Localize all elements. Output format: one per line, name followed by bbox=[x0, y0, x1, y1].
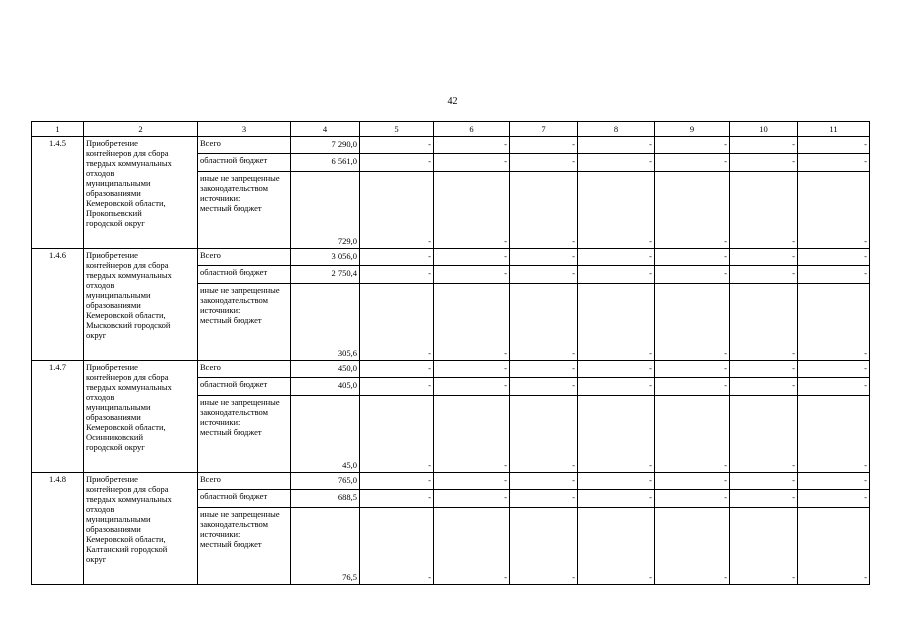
funding-source-label: местный бюджет bbox=[200, 315, 262, 325]
amount-year-cell: - bbox=[434, 508, 510, 585]
amount-year-cell: - bbox=[510, 137, 578, 154]
budget-table bbox=[31, 121, 870, 585]
amount-year-cell: - bbox=[434, 137, 510, 154]
funding-source-label: местный бюджет bbox=[200, 539, 262, 549]
header-row bbox=[32, 122, 870, 137]
amount-year-cell: - bbox=[655, 396, 730, 473]
amount-year-cell: - bbox=[798, 508, 870, 585]
amount-year-cell: - bbox=[578, 137, 655, 154]
amount-year-cell: - bbox=[510, 508, 578, 585]
column-header: 4 bbox=[291, 122, 360, 137]
amount-year-cell: - bbox=[730, 361, 798, 378]
item-name: Приобретение контейнеров для сбора твердых коммунальных отходов муниципальными образованиями Кемеровской области, Мысковский городской округ bbox=[84, 249, 198, 361]
amount-year-cell: - bbox=[360, 490, 434, 508]
amount-year-cell: - bbox=[434, 473, 510, 490]
item-name: Приобретение контейнеров для сбора твердых коммунальных отходов муниципальными образованиями Кемеровской области, Прокопьевский городской округ bbox=[84, 137, 198, 249]
amount-year-cell: - bbox=[798, 172, 870, 249]
amount-year-cell: - bbox=[798, 284, 870, 361]
amount-total-cell: 450,0 bbox=[291, 361, 360, 378]
amount-year-cell: - bbox=[798, 154, 870, 172]
amount-year-cell: - bbox=[798, 490, 870, 508]
amount-year-cell: - bbox=[730, 266, 798, 284]
table-row bbox=[32, 249, 870, 266]
amount-year-cell: - bbox=[655, 154, 730, 172]
item-number: 1.4.5 bbox=[32, 137, 84, 249]
item-number: 1.4.6 bbox=[32, 249, 84, 361]
amount-year-cell: - bbox=[434, 378, 510, 396]
funding-source: областной бюджет bbox=[198, 490, 291, 508]
amount-year-cell: - bbox=[578, 396, 655, 473]
amount-year-cell: - bbox=[360, 137, 434, 154]
column-header: 9 bbox=[655, 122, 730, 137]
amount-year-cell: - bbox=[510, 490, 578, 508]
funding-source bbox=[198, 396, 291, 473]
amount-year-cell: - bbox=[510, 266, 578, 284]
amount-year-cell: - bbox=[730, 473, 798, 490]
funding-source-note: иные не запрещенные законодательством источники: bbox=[200, 285, 280, 315]
amount-year-cell: - bbox=[510, 396, 578, 473]
amount-year-cell: - bbox=[655, 172, 730, 249]
amount-total-cell: 305,6 bbox=[291, 284, 360, 361]
amount-total-cell: 6 561,0 bbox=[291, 154, 360, 172]
amount-year-cell: - bbox=[360, 396, 434, 473]
amount-year-cell: - bbox=[730, 378, 798, 396]
amount-year-cell: - bbox=[730, 172, 798, 249]
funding-source: областной бюджет bbox=[198, 378, 291, 396]
funding-source bbox=[198, 172, 291, 249]
funding-source: Всего bbox=[198, 137, 291, 154]
amount-year-cell: - bbox=[655, 508, 730, 585]
funding-source: Всего bbox=[198, 473, 291, 490]
funding-source-label: местный бюджет bbox=[200, 203, 262, 213]
column-header: 5 bbox=[360, 122, 434, 137]
amount-year-cell: - bbox=[798, 137, 870, 154]
funding-source-note: иные не запрещенные законодательством источники: bbox=[200, 173, 280, 203]
amount-year-cell: - bbox=[360, 361, 434, 378]
column-header: 6 bbox=[434, 122, 510, 137]
amount-year-cell: - bbox=[655, 378, 730, 396]
funding-source: Всего bbox=[198, 249, 291, 266]
amount-year-cell: - bbox=[360, 172, 434, 249]
amount-year-cell: - bbox=[578, 284, 655, 361]
amount-total-cell: 729,0 bbox=[291, 172, 360, 249]
amount-year-cell: - bbox=[798, 473, 870, 490]
amount-year-cell: - bbox=[578, 490, 655, 508]
table-row bbox=[32, 137, 870, 154]
amount-year-cell: - bbox=[578, 361, 655, 378]
page-number: 42 bbox=[447, 96, 458, 107]
amount-year-cell: - bbox=[798, 266, 870, 284]
amount-year-cell: - bbox=[360, 284, 434, 361]
amount-year-cell: - bbox=[360, 473, 434, 490]
amount-total-cell: 3 056,0 bbox=[291, 249, 360, 266]
amount-year-cell: - bbox=[510, 378, 578, 396]
amount-year-cell: - bbox=[434, 266, 510, 284]
amount-year-cell: - bbox=[434, 490, 510, 508]
funding-source-note: иные не запрещенные законодательством источники: bbox=[200, 397, 280, 427]
amount-year-cell: - bbox=[360, 249, 434, 266]
amount-year-cell: - bbox=[434, 172, 510, 249]
funding-source: областной бюджет bbox=[198, 154, 291, 172]
amount-year-cell: - bbox=[578, 249, 655, 266]
amount-year-cell: - bbox=[655, 473, 730, 490]
amount-year-cell: - bbox=[798, 378, 870, 396]
amount-year-cell: - bbox=[510, 361, 578, 378]
amount-year-cell: - bbox=[578, 172, 655, 249]
amount-year-cell: - bbox=[510, 249, 578, 266]
amount-year-cell: - bbox=[655, 284, 730, 361]
amount-total-cell: 7 290,0 bbox=[291, 137, 360, 154]
item-number: 1.4.8 bbox=[32, 473, 84, 585]
amount-year-cell: - bbox=[434, 249, 510, 266]
table-row bbox=[32, 473, 870, 490]
amount-total-cell: 688,5 bbox=[291, 490, 360, 508]
funding-source-label: местный бюджет bbox=[200, 427, 262, 437]
column-header: 8 bbox=[578, 122, 655, 137]
column-header: 7 bbox=[510, 122, 578, 137]
amount-year-cell: - bbox=[360, 378, 434, 396]
amount-year-cell: - bbox=[730, 249, 798, 266]
amount-year-cell: - bbox=[434, 361, 510, 378]
amount-year-cell: - bbox=[510, 154, 578, 172]
amount-year-cell: - bbox=[434, 396, 510, 473]
amount-year-cell: - bbox=[510, 473, 578, 490]
funding-source bbox=[198, 508, 291, 585]
item-number: 1.4.7 bbox=[32, 361, 84, 473]
amount-year-cell: - bbox=[510, 284, 578, 361]
amount-total-cell: 2 750,4 bbox=[291, 266, 360, 284]
amount-year-cell: - bbox=[578, 473, 655, 490]
column-header: 10 bbox=[730, 122, 798, 137]
amount-total-cell: 405,0 bbox=[291, 378, 360, 396]
amount-year-cell: - bbox=[655, 249, 730, 266]
amount-year-cell: - bbox=[578, 378, 655, 396]
funding-source-note: иные не запрещенные законодательством источники: bbox=[200, 509, 280, 539]
amount-year-cell: - bbox=[510, 172, 578, 249]
amount-year-cell: - bbox=[730, 154, 798, 172]
amount-total-cell: 76,5 bbox=[291, 508, 360, 585]
amount-year-cell: - bbox=[798, 249, 870, 266]
amount-year-cell: - bbox=[360, 508, 434, 585]
amount-year-cell: - bbox=[730, 490, 798, 508]
amount-year-cell: - bbox=[798, 396, 870, 473]
item-name: Приобретение контейнеров для сбора твердых коммунальных отходов муниципальными образованиями Кемеровской области, Осинниковский городской округ bbox=[84, 361, 198, 473]
amount-year-cell: - bbox=[655, 137, 730, 154]
amount-year-cell: - bbox=[730, 284, 798, 361]
amount-year-cell: - bbox=[434, 284, 510, 361]
column-header: 11 bbox=[798, 122, 870, 137]
amount-year-cell: - bbox=[730, 396, 798, 473]
amount-year-cell: - bbox=[360, 266, 434, 284]
amount-year-cell: - bbox=[578, 154, 655, 172]
amount-year-cell: - bbox=[655, 266, 730, 284]
column-header: 3 bbox=[198, 122, 291, 137]
amount-year-cell: - bbox=[434, 154, 510, 172]
amount-year-cell: - bbox=[730, 508, 798, 585]
amount-year-cell: - bbox=[655, 361, 730, 378]
item-name: Приобретение контейнеров для сбора твердых коммунальных отходов муниципальными образованиями Кемеровской области, Калтанский городской округ bbox=[84, 473, 198, 585]
column-header: 2 bbox=[84, 122, 198, 137]
amount-year-cell: - bbox=[730, 137, 798, 154]
amount-year-cell: - bbox=[655, 490, 730, 508]
column-header: 1 bbox=[32, 122, 84, 137]
amount-year-cell: - bbox=[578, 266, 655, 284]
amount-year-cell: - bbox=[798, 361, 870, 378]
funding-source bbox=[198, 284, 291, 361]
table-row bbox=[32, 361, 870, 378]
amount-total-cell: 45,0 bbox=[291, 396, 360, 473]
funding-source: Всего bbox=[198, 361, 291, 378]
amount-year-cell: - bbox=[360, 154, 434, 172]
amount-year-cell: - bbox=[578, 508, 655, 585]
amount-total-cell: 765,0 bbox=[291, 473, 360, 490]
funding-source: областной бюджет bbox=[198, 266, 291, 284]
